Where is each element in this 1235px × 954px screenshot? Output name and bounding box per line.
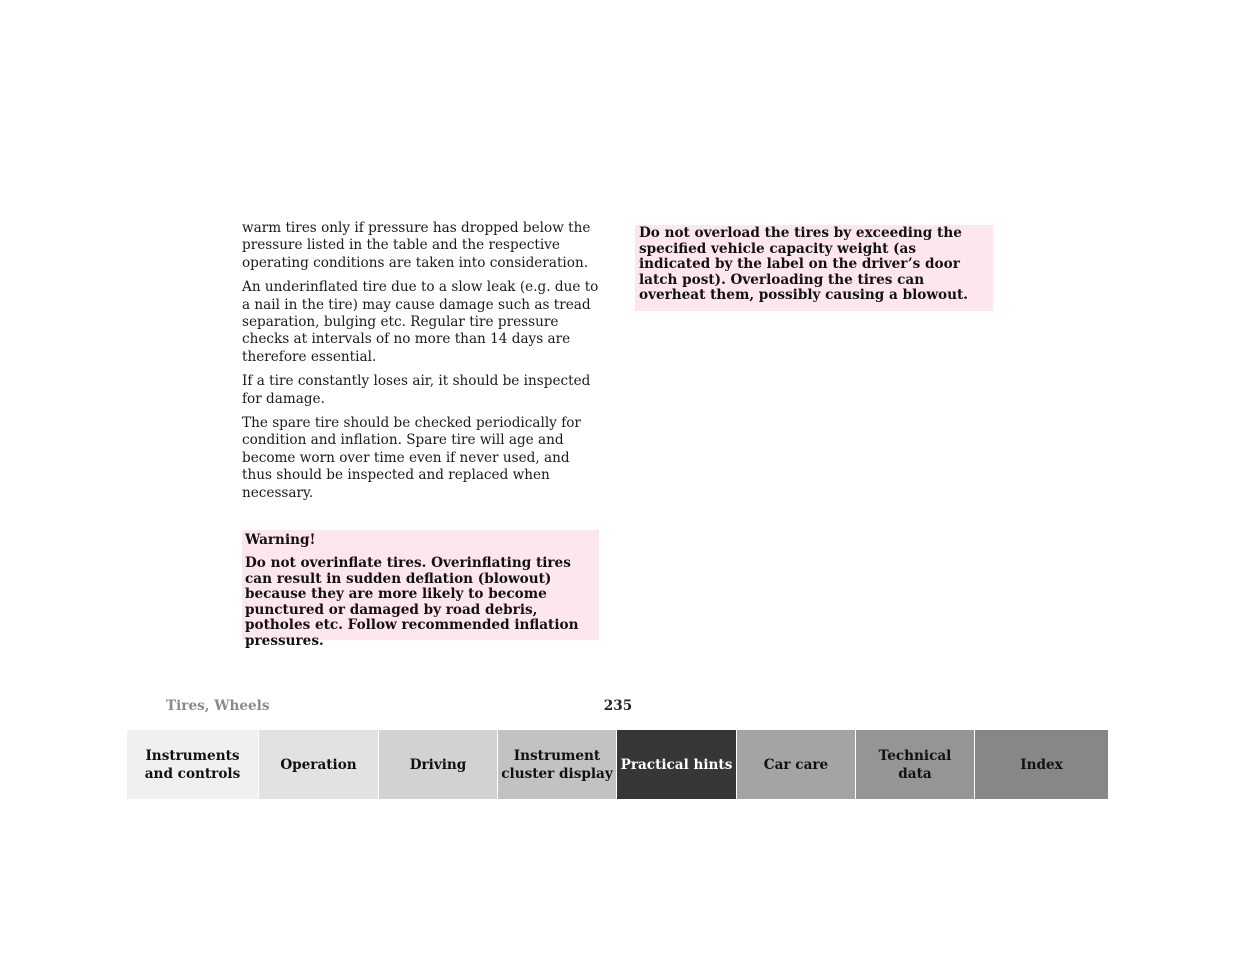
tab-car-care[interactable]: Car care [737,730,856,799]
overload-note-text: Do not overload the tires by exceeding the specified vehicle capacity weight (as indicated by the label on the driver’s door latch post). Overloading the tires can overheat them, possibly causing a blowout. [639,225,968,304]
main-text-column [242,220,599,509]
paragraph-warm-tires: warm tires only if pressure has dropped below the pressure listed in the table and the respective operating conditions are taken into consideration. [242,220,591,271]
warning-text: Do not overinflate tires. Overinflating tires can result in sudden deflation (blowout) because they are more likely to become punctured or damaged by road debris, potholes etc. Follow recommended inflation pressures. [245,555,579,649]
page-number: 235 [603,698,633,714]
warning-title: Warning! [245,532,316,548]
warning-box [242,530,599,649]
paragraph-underinflated-tire: An underinflated tire due to a slow leak (e.g. due to a nail in the tire) may cause damage such as tread separation, bulging etc. Regular tire pressure checks at intervals of no more than 14 days are therefore essential. [242,279,599,365]
section-title: Tires, Wheels [166,698,270,714]
tab-practical-hints[interactable]: Practical hints [617,730,737,799]
tab-instrument-cluster-display[interactable]: Instrument cluster display [498,730,617,799]
tab-operation[interactable]: Operation [259,730,379,799]
tab-instruments-and-controls[interactable]: Instruments and controls [127,730,259,799]
tab-index[interactable]: Index [975,730,1108,799]
tab-technical-data[interactable]: Technical data [856,730,975,799]
chapter-nav [127,730,1108,799]
paragraph-losing-air: If a tire constantly loses air, it should be inspected for damage. [242,373,591,407]
paragraph-spare-tire: The spare tire should be checked periodically for condition and inflation. Spare tire will age and become worn over time even if never used, and thus should be inspected and replaced when necessary. [242,415,581,501]
overload-note-box [635,225,993,311]
tab-driving[interactable]: Driving [379,730,498,799]
